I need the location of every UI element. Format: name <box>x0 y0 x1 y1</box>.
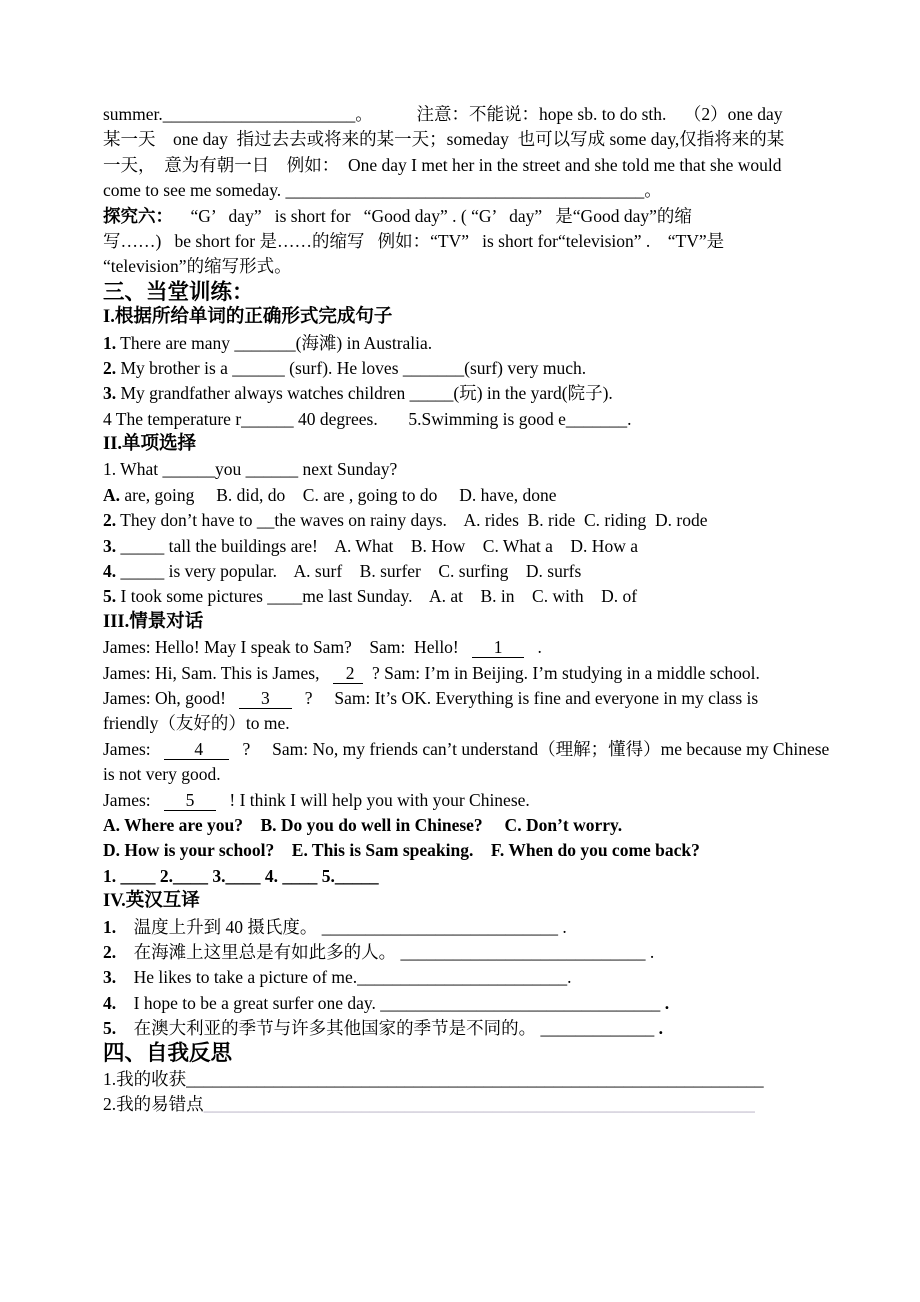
text-run: come to see me someday. _________________________________________。 <box>103 180 662 201</box>
grammar-note-summer <box>103 102 903 127</box>
part-iv-heading <box>103 889 903 914</box>
dialog-answer-blanks <box>103 864 903 889</box>
text-run: A. <box>103 484 121 505</box>
text-run: . <box>658 1018 663 1039</box>
text-run: D. How is your school? E. This is Sam speaking. F. When do you come back? <box>103 840 700 861</box>
text-run: I took some pictures ____me last Sunday. A. at B. in C. with D. of <box>116 586 638 607</box>
text-run: 4. <box>103 561 117 582</box>
answer-blank: 3 <box>239 687 292 708</box>
text-run: 1. What ______you ______ next Sunday? <box>103 459 398 480</box>
answer-blank: 2 <box>332 662 364 683</box>
translate-item-1 <box>103 915 903 940</box>
text-run: My brother is a ______ (surf). He loves _______(surf) very much. <box>116 357 587 378</box>
mcq-1-stem <box>103 457 903 482</box>
mcq-2 <box>103 508 903 533</box>
text-run: 在澳大利亚的季节与许多其他国家的季节是不同的。 _____________ <box>116 1018 659 1039</box>
text-run: 3. <box>103 967 117 988</box>
translate-item-2 <box>103 940 903 965</box>
text-run: is not very good. <box>103 764 221 785</box>
dialog-options-def <box>103 838 903 863</box>
text-run: ? Sam: No, my friends can’t understand（理解；懂得）me because my Chinese <box>229 738 830 759</box>
section-4-heading <box>103 1041 903 1066</box>
text-run: IV.英汉互译 <box>103 891 200 912</box>
fill-item-3 <box>103 381 903 406</box>
text-run: are, going B. did, do C. are , going to do D. have, done <box>120 484 557 505</box>
mcq-1-options <box>103 483 903 508</box>
grammar-note-oneday-1 <box>103 127 903 152</box>
mcq-5 <box>103 584 903 609</box>
text-run: 四、自我反思 <box>103 1041 233 1066</box>
text-run: A. Where are you? B. Do you do well in Chinese? C. Don’t worry. <box>103 814 623 835</box>
text-run: II.单项选择 <box>103 434 197 455</box>
text-run: 写……) be short for 是……的缩写 例如：“TV” is short for“television” . “TV”是 <box>103 230 725 251</box>
translate-item-3 <box>103 965 903 990</box>
blank-underline: _______________________________________________________________ <box>203 1094 755 1115</box>
mcq-3 <box>103 534 903 559</box>
text-run: ? Sam: It’s OK. Everything is fine and everyone in my class is <box>291 687 759 708</box>
text-run: 5. <box>103 586 117 607</box>
text-run: 探究六： <box>103 205 173 226</box>
text-run: III.情景对话 <box>103 611 204 632</box>
text-run: They don’t have to __the waves on rainy days. A. rides B. ride C. riding D. rode <box>116 510 708 531</box>
text-run: He likes to take a picture of me.________________________. <box>116 967 572 988</box>
text-run: summer.______________________。 注意：不能说：hope sb. to do sth. （2）one day <box>103 104 783 124</box>
text-run: 温度上升到 40 摄氏度。 ___________________________ . <box>116 916 567 937</box>
text-run: 2.我的易错点 <box>103 1094 204 1115</box>
fill-item-1 <box>103 331 903 356</box>
text-run: friendly（友好的）to me. <box>103 713 290 734</box>
text-run: “television”的缩写形式。 <box>103 256 292 277</box>
text-run: James: Hello! May I speak to Sam? Sam: Hello! <box>103 637 472 658</box>
text-run: ! I think I will help you with your Chinese. <box>216 789 530 810</box>
grammar-note-oneday-3 <box>103 178 903 203</box>
part-ii-heading <box>103 432 903 457</box>
inquiry-six-line-1 <box>103 204 903 229</box>
section-3-heading <box>103 280 903 305</box>
answer-blank: 1 <box>471 637 525 658</box>
fill-item-4-5 <box>103 407 903 432</box>
text-run: My grandfather always watches children _____(玩) in the yard(院子). <box>116 383 613 404</box>
fill-item-2 <box>103 356 903 381</box>
inquiry-six-line-2 <box>103 229 903 254</box>
inquiry-six-line-3 <box>103 254 903 279</box>
text-run: “G’ day” is short for “Good day” . ( “G’ day” 是“Good day”的缩 <box>173 205 692 226</box>
text-run: 2. <box>103 357 117 378</box>
text-run: 4. <box>103 992 117 1013</box>
text-run: James: <box>103 789 164 810</box>
dialog-line-2 <box>103 661 903 686</box>
text-run: _____ tall the buildings are! A. What B. How C. What a D. How a <box>116 535 638 556</box>
text-run: There are many _______(海滩) in Australia. <box>116 332 433 353</box>
text-run: . <box>664 992 670 1013</box>
dialog-line-6 <box>103 762 903 787</box>
dialog-options-abc <box>103 813 903 838</box>
text-run: James: Hi, Sam. This is James, <box>103 662 333 683</box>
reflection-gain <box>103 1067 903 1092</box>
text-run: I.根据所给单词的正确形式完成句子 <box>103 307 393 328</box>
text-run: 2. <box>103 510 117 531</box>
text-run: . <box>524 637 542 658</box>
answer-blank: 4 <box>163 738 230 759</box>
text-run: 在海滩上这里总是有如此多的人。 ____________________________ . <box>116 941 655 962</box>
translate-item-4 <box>103 991 903 1016</box>
answer-blank: 5 <box>163 789 217 810</box>
dialog-line-5 <box>103 737 903 762</box>
dialog-line-4 <box>103 711 903 736</box>
text-run: 3. <box>103 535 117 556</box>
part-i-heading <box>103 305 903 330</box>
text-run: _____ is very popular. A. surf B. surfer C. surfing D. surfs <box>116 561 582 582</box>
text-run: James: Oh, good! <box>103 687 240 708</box>
mcq-4 <box>103 559 903 584</box>
translate-item-5 <box>103 1016 903 1041</box>
text-run: 1. <box>103 916 117 937</box>
text-run: 2. <box>103 941 117 962</box>
text-run: ? Sam: I’m in Beijing. I’m studying in a middle school. <box>363 662 760 683</box>
text-run: 4 The temperature r______ 40 degrees. 5.Swimming is good e_______. <box>103 408 632 429</box>
part-iii-heading <box>103 610 903 635</box>
reflection-mistakes <box>103 1092 903 1117</box>
text-run: 三、当堂训练： <box>103 279 254 304</box>
text-run: 1. ____ 2.____ 3.____ 4. ____ 5._____ <box>103 865 379 886</box>
text-run: James: <box>103 738 164 759</box>
text-run: 5. <box>103 1018 117 1039</box>
text-run: 1. <box>103 332 117 353</box>
text-run: 1.我的收获 <box>103 1068 187 1089</box>
text-run: I hope to be a great surfer one day. ________________________________ <box>116 992 665 1013</box>
grammar-note-oneday-2 <box>103 153 903 178</box>
text-run: 一天， 意为有朝一日 例如： One day I met her in the street and she told me that she would <box>103 154 782 175</box>
text-run: __________________________________________________________________ <box>186 1068 764 1089</box>
dialog-line-7 <box>103 788 903 813</box>
document-lines <box>103 102 903 1118</box>
dialog-line-1 <box>103 635 903 660</box>
text-run: 3. <box>103 383 117 404</box>
dialog-line-3 <box>103 686 903 711</box>
text-run: 某一天 one day 指过去去或将来的某一天；someday 也可以写成 some day,仅指将来的某 <box>103 129 785 150</box>
